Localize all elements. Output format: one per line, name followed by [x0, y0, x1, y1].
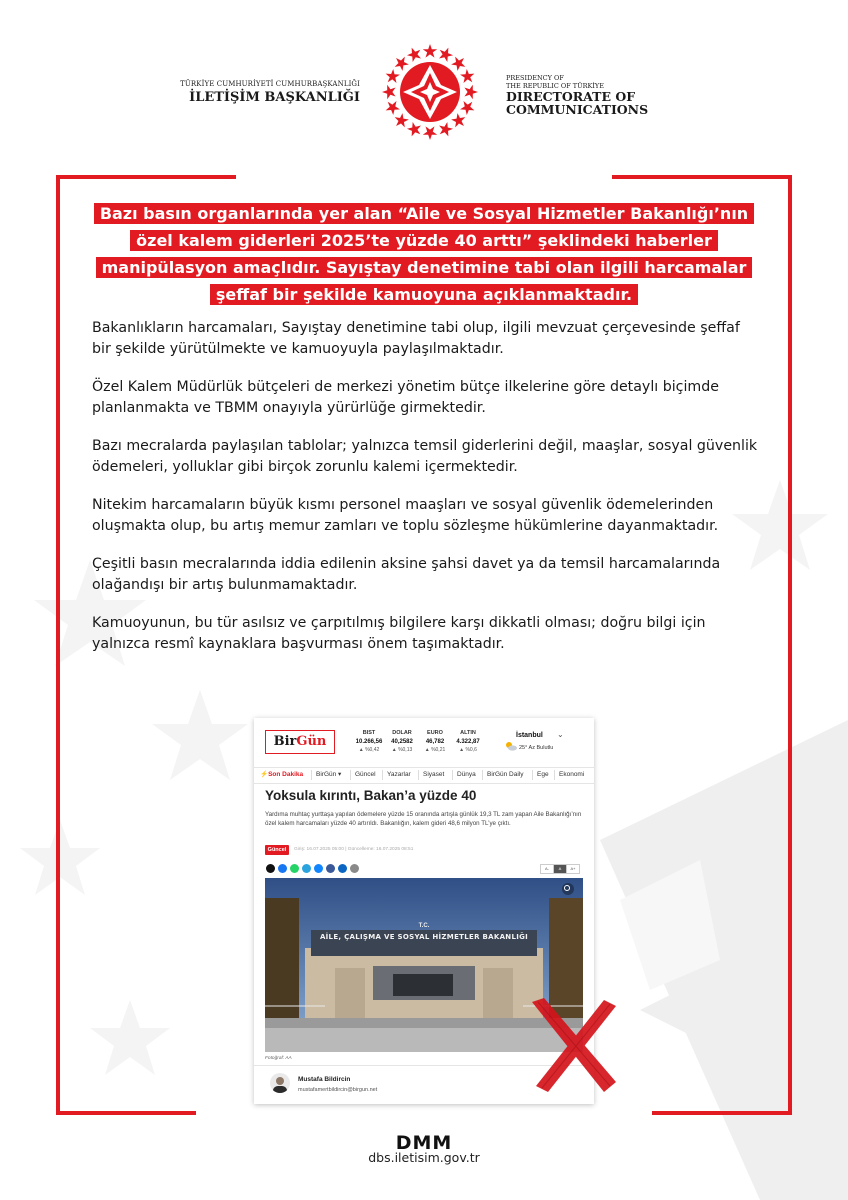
market-name: ALTIN	[460, 730, 476, 736]
weather-city: İstanbul	[516, 732, 543, 739]
paragraph: Bazı mecralarda paylaşılan tablolar; yalnızca temsil giderlerini değil, maaşlar, sosyal güvenlik ödemeleri, yolluklar gibi birçok zorunlu kalemi içermektedir.	[92, 438, 758, 475]
dmm-logo-icon	[374, 1132, 474, 1152]
facebook-share-icon[interactable]	[278, 864, 287, 873]
avatar	[270, 1073, 290, 1093]
nav-item-dunya[interactable]: Dünya	[457, 771, 476, 778]
market-change: ▲ %0,13	[391, 747, 413, 753]
market-item-altin	[449, 730, 487, 753]
partly-cloudy-icon	[504, 740, 518, 752]
nav-item-yazarlar[interactable]: Yazarlar	[387, 771, 411, 778]
header-right-big-1: DIRECTORATE OF	[506, 89, 636, 104]
nav-label: Son Dakika	[268, 771, 304, 778]
market-value: 40,2582	[391, 739, 413, 745]
divider	[452, 770, 453, 780]
market-name: BIST	[362, 730, 376, 736]
author-email[interactable]: mustafamertbildircin@birgun.net	[298, 1087, 378, 1093]
divider	[482, 770, 483, 780]
frame-top-right	[612, 175, 792, 179]
article-title: Yoksula kırıntı, Bakan’a yüzde 40	[265, 788, 477, 803]
body-text	[92, 318, 760, 672]
telegram-share-icon[interactable]	[302, 864, 311, 873]
header-right-small-1: PRESIDENCY OF	[506, 74, 564, 82]
birgun-logo	[265, 730, 335, 754]
nav-item-ege[interactable]: Ege	[537, 771, 549, 778]
copy-link-icon[interactable]	[350, 864, 359, 873]
nav-item-siyaset[interactable]: Siyaset	[423, 771, 445, 778]
presidential-seal-icon	[380, 42, 480, 142]
dmm-logo-text: DMM	[395, 1132, 453, 1152]
author-name[interactable]: Mustafa Bildircin	[298, 1076, 351, 1083]
site-nav	[254, 768, 594, 782]
header-right-small-2: THE REPUBLIC OF TÜRKİYE	[506, 82, 604, 90]
header-right-big-2: COMMUNICATIONS	[506, 102, 649, 117]
whatsapp-share-icon[interactable]	[290, 864, 299, 873]
font-reset-button[interactable]: A	[553, 864, 567, 874]
email-share-icon[interactable]	[326, 864, 335, 873]
frame-bottom-left	[56, 1111, 196, 1115]
divider	[532, 770, 533, 780]
article-lead: Yardıma muhtaç yurttaşa yapılan ödemelere yüzde 15 oranında artışla günlük 19,3 TL zam yapan Aile Bakanlığı’nın özel kalem harcamaları yüzde 40 artırıldı. Bakanlığın, kalem gideri 48,6 milyon TL’ye çıktı.	[265, 811, 582, 827]
nav-item-guncel[interactable]: Güncel	[355, 771, 376, 778]
nav-item-ekonomi[interactable]: Ekonomi	[559, 771, 585, 778]
photo-sign-text: AİLE, ÇALIŞMA VE SOSYAL HİZMETLER BAKANLIĞI	[319, 933, 529, 941]
logo-part-2: Gün	[296, 734, 327, 749]
divider	[382, 770, 383, 780]
paragraph: Özel Kalem Müdürlük bütçeleri de merkezi yönetim bütçe ilkelerine göre detaylı biçimde planlanmakta ve TBMM onayıyla yürürlüğe girmektedir.	[92, 379, 719, 416]
x-share-icon[interactable]	[266, 864, 275, 873]
header	[0, 0, 848, 170]
market-change: ▲ %0,6	[459, 747, 477, 753]
article-dates: Giriş: 16.07.2025 05:00 | Güncelleme: 16.07.2025 08:51	[294, 847, 414, 852]
market-value: 4.322,87	[456, 739, 480, 745]
header-left-big: İLETİŞİM BAŞKANLIĞI	[189, 90, 360, 105]
nav-item-son-dakika[interactable]: ⚡Son Dakika	[260, 771, 304, 778]
market-value: 46,782	[425, 739, 445, 745]
weather-temp: 25° Az Bulutlu	[519, 745, 554, 751]
nav-item-birgun-daily[interactable]: BirGün Daily	[487, 771, 524, 778]
nav-item-birgun[interactable]: BirGün ▾	[316, 771, 342, 778]
red-cross-mark-icon	[526, 996, 618, 1094]
market-change: ▲ %0,21	[424, 747, 446, 753]
headline-text: Bazı basın organlarında yer alan “Aile ve Sosyal Hizmetler Bakanlığı’nın özel kalem giderleri 2025’te yüzde 40 arttı” şeklindeki haberler manipülasyon amaçlıdır. Sayıştay denetimine tabi olan ilgili harcamalar şeffaf bir şekilde kamuoyuna açıklanmaktadır.	[94, 203, 754, 305]
paragraph: Kamuoyunun, bu tür asılsız ve çarpıtılmış bilgilere karşı dikkatli olması; doğru bilgi için yalnızca resmî kaynaklara başvurması önem taşımaktadır.	[92, 615, 706, 652]
market-change: ▲ %0,42	[358, 747, 380, 753]
divider	[350, 770, 351, 780]
frame-left	[56, 175, 60, 1115]
chevron-down-icon[interactable]: ⌄	[557, 730, 564, 739]
category-tag[interactable]: Güncel	[265, 845, 289, 855]
headline-block	[90, 200, 758, 308]
header-left-small: TÜRKİYE CUMHURİYETİ CUMHURBAŞKANLIĞI	[180, 80, 360, 88]
photo-sign-tc: T.C.	[418, 923, 430, 929]
header-right-logotype	[506, 74, 648, 116]
photo-caption: Fotoğraf: AA	[265, 1056, 292, 1061]
frame-top-left	[56, 175, 236, 179]
paragraph: Nitekim harcamaların büyük kısmı personel maaşları ve sosyal güvenlik ödemelerinden oluşmakta olup, bu artış memur zamları ve toplu sözleşme hükümlerine dayanmaktadır.	[92, 497, 719, 534]
paragraph: Bakanlıkların harcamaları, Sayıştay denetimine tabi olup, ilgili mevzuat çerçevesinde şeffaf bir şekilde yürütülmekte ve kamuoyuyla paylaşılmaktadır.	[92, 320, 740, 357]
font-increase-button[interactable]: A+	[566, 864, 580, 874]
font-decrease-button[interactable]: A-	[540, 864, 554, 874]
frame-right	[788, 175, 792, 1115]
divider	[418, 770, 419, 780]
website-url[interactable]: dbs.iletisim.gov.tr	[368, 1150, 480, 1165]
market-value: 10.266,56	[355, 739, 383, 745]
divider	[311, 770, 312, 780]
paragraph: Çeşitli basın mecralarında iddia edilenin aksine şahsi davet ya da temsil harcamalarında olağandışı bir artış bulunmamaktadır.	[92, 556, 721, 593]
logo-part-1: Bir	[273, 734, 297, 749]
header-left-logotype	[180, 80, 360, 105]
market-name: EURO	[427, 730, 443, 736]
divider	[554, 770, 555, 780]
linkedin-share-icon[interactable]	[338, 864, 347, 873]
bluesky-share-icon[interactable]	[314, 864, 323, 873]
divider	[254, 783, 594, 784]
market-name: DOLAR	[392, 730, 412, 736]
frame-bottom-right	[652, 1111, 792, 1115]
